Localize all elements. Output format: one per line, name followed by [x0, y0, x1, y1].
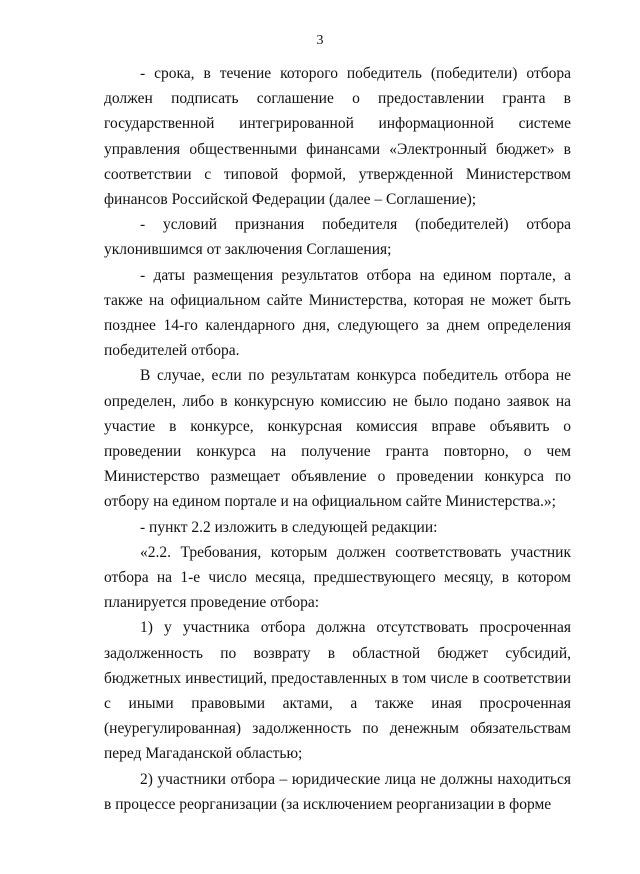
paragraph-requirements-intro: «2.2. Требования, которым должен соответствовать участник отбора на 1-е число месяца, предшествующего месяцу, в котором планируется проведение отбора:	[104, 543, 571, 612]
page-number: 3	[316, 33, 324, 48]
paragraph-requirement-1: 1) у участника отбора должна отсутствовать просроченная задолженность по возврату в областной бюджет субсидий, бюджетных инвестиций, предоставленных в том числе в соответствии с иными правовыми актами, а также иная просроченная (неурегулированная) задолженность по денежным обязательствам перед Магаданской областью;	[104, 619, 571, 763]
paragraph-repeat-contest: В случае, если по результатам конкурса победитель отбора не определен, либо в конкурсную комиссию не было подано заявок на участие в конкурсе, конкурсная комиссия вправе объявить о проведении конкурса на получение гранта повторно, о чем Министерство размещает объявление о проведении конкурса по отбору на едином портале и на официальном сайте Министерства.»;	[104, 367, 571, 511]
paragraph-requirement-2: 2) участники отбора – юридические лица не должны находиться в процессе реорганизации (за исключением реорганизации в форме	[104, 770, 571, 813]
paragraph-evasion-conditions: - условий признания победителя (победителей) отбора уклонившимся от заключения Соглашения;	[104, 216, 571, 259]
paragraph-amend-2-2: - пункт 2.2 изложить в следующей редакции:	[140, 518, 438, 536]
paragraph-signing-deadline: - срока, в течение которого победитель (победители) отбора должен подписать соглашение о предоставлении гранта в государственной интегрированной информационной системе управления общественными финансами «Электронный бюджет» в соответствии с типовой формой, утвержденной Министерством финансов Российской Федерации (далее – Соглашение);	[104, 65, 571, 209]
document-body	[104, 61, 571, 817]
paragraph-results-publication: - даты размещения результатов отбора на едином портале, а также на официальном сайте Министерства, которая не может быть позднее 14-го календарного дня, следующего за днем определения победителей отбора.	[104, 266, 571, 360]
